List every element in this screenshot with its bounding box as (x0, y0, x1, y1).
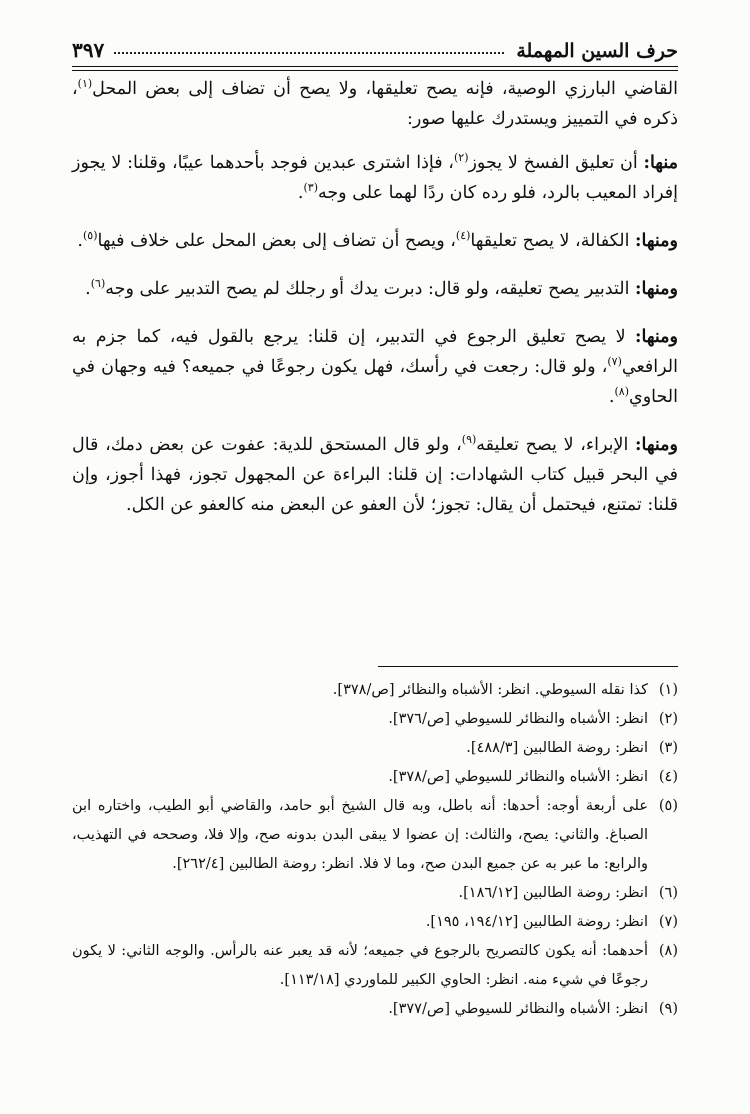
footnote-number: (٢) (658, 711, 678, 727)
paragraph-5 (72, 322, 678, 412)
keyword: ومنها: (635, 231, 678, 251)
footnote-number: (١) (658, 682, 678, 698)
footnote-text: كذا نقله السيوطي. انظر: الأشباه والنظائر [ص/٣٧٨]. (332, 682, 648, 698)
keyword: ومنها: (635, 327, 678, 347)
keyword: ومنها: (635, 279, 678, 299)
footnote-text: أحدهما: أنه يكون كالتصريح بالرجوع في جميعه؛ لأنه قد يعبر عنه بالرأس. والوجه الثاني: لا يكون رجوعًا في شيء منه. انظر: الحاوي الكبير للماوردي [١١٣/١٨]. (72, 943, 648, 988)
running-header (72, 28, 678, 62)
header-rule-inner (72, 70, 678, 71)
paragraph-text: ، فإذا اشترى عبدين فوجد بأحدهما عيبًا، وقلنا: لا يجوز إفراد المعيب بالرد، فلو رده كان ردًا لهما على وجه (72, 153, 678, 203)
main-text (72, 74, 678, 520)
footnote-ref: (١) (77, 77, 93, 91)
footnote-number: (٣) (658, 740, 678, 756)
footnote-ref: (٤) (455, 229, 471, 243)
paragraph-2 (72, 148, 678, 208)
footnote (72, 676, 678, 705)
footnote-ref: (٣) (303, 181, 318, 195)
footnote (72, 734, 678, 763)
footnote-text: انظر: روضة الطالبين [١٨٦/١٢]. (458, 885, 648, 901)
chapter-title: حرف السين المهملة (516, 40, 678, 62)
header-rule (72, 66, 678, 67)
paragraph-text: التدبير يصح تعليقه، ولو قال: دبرت يدك أو رجلك لم يصح التدبير على وجه (105, 279, 636, 299)
paragraph-4 (72, 274, 678, 304)
footnote-ref: (٢) (453, 151, 469, 165)
paragraph-text: الإبراء، لا يصح تعليقه (476, 435, 636, 455)
footnotes (72, 676, 678, 1024)
paragraph-text: . (77, 231, 83, 251)
footnote-ref: (٨) (614, 385, 630, 399)
keyword: منها: (643, 153, 678, 173)
footnote-ref: (٩) (461, 433, 477, 447)
paragraph-text: الكفالة، لا يصح تعليقها (470, 231, 636, 251)
footnote (72, 879, 678, 908)
footnote-ref: (٥) (82, 229, 98, 243)
paragraph-text: ، ولو قال المستحق للدية: عفوت عن بعض دمك، قال في البحر قبيل كتاب الشهادات: إن قلنا: البراءة عن المجهول تجوز، فهذا أجوز، وإن قلنا: تمتنع، فيحتمل أن يقال: تجوز؛ لأن العفو عن البعض منه كالعفو عن الكل. (72, 435, 678, 515)
footnote (72, 995, 678, 1024)
footnote-text: على أربعة أوجه: أحدها: أنه باطل، وبه قال الشيخ أبو حامد، والقاضي أبو الطيب، واختاره ابن الصباغ. والثاني: يصح، والثالث: إن عضوا لا يبقى البدن بدونه صح، وإلا فلا، وصححه في التهذيب، والرابع: ما عبر به عن جميع البدن صح، وما لا فلا. انظر: روضة الطالبين [٢٦٢/٤]. (72, 798, 648, 872)
paragraph-1 (72, 74, 678, 134)
footnote-text: انظر: روضة الطالبين [٤٨٨/٣]. (466, 740, 648, 756)
paragraph-text: . (85, 279, 91, 299)
paragraph-6 (72, 430, 678, 520)
paragraph-text: . (297, 183, 304, 203)
footnote-ref: (٧) (607, 355, 622, 369)
paragraph-text: القاضي البارزي الوصية، فإنه يصح تعليقها، ولا يصح أن تضاف إلى بعض المحل (92, 79, 678, 99)
footnote-number: (٦) (658, 885, 678, 901)
paragraph-3 (72, 226, 678, 256)
paragraph-text: لا يصح تعليق الرجوع في التدبير، إن قلنا: يرجع بالقول فيه، كما جزم به الرافعي (72, 327, 678, 377)
footnote (72, 792, 678, 879)
footnote-number: (٥) (658, 798, 678, 814)
footnote (72, 705, 678, 734)
footnote-number: (٩) (658, 1001, 678, 1017)
paragraph-text: ، ولو قال: رجعت في رأسك، فهل يكون رجوعًا في جميعه؟ فيه وجهان في الحاوي (72, 357, 678, 407)
footnote-text: انظر: الأشباه والنظائر للسيوطي [ص/٣٧٧]. (388, 1001, 648, 1017)
footnote (72, 763, 678, 792)
footnote (72, 937, 678, 995)
footnote-text: انظر: الأشباه والنظائر للسيوطي [ص/٣٧٦]. (388, 711, 648, 727)
footnote-text: انظر: الأشباه والنظائر للسيوطي [ص/٣٧٨]. (388, 769, 648, 785)
footnote-ref: (٦) (90, 277, 106, 291)
footnote (72, 908, 678, 937)
paragraph-text: ، ذكره في التمييز ويستدرك عليها صور: (72, 79, 678, 129)
footnote-separator (378, 666, 678, 667)
keyword: ومنها: (635, 435, 678, 455)
footnote-number: (٨) (658, 943, 678, 959)
page-number: ٣٩٧ (72, 38, 105, 62)
footnote-number: (٧) (658, 914, 678, 930)
paragraph-text: أن تعليق الفسخ لا يجوز (468, 153, 644, 173)
paragraph-text: ، ويصح أن تضاف إلى بعض المحل على خلاف فيها (97, 231, 456, 251)
header-leader-dots (114, 52, 504, 54)
footnote-text: انظر: روضة الطالبين [١٩٤/١٢، ١٩٥]. (425, 914, 648, 930)
footnote-number: (٤) (658, 769, 678, 785)
paragraph-text: . (608, 387, 615, 407)
